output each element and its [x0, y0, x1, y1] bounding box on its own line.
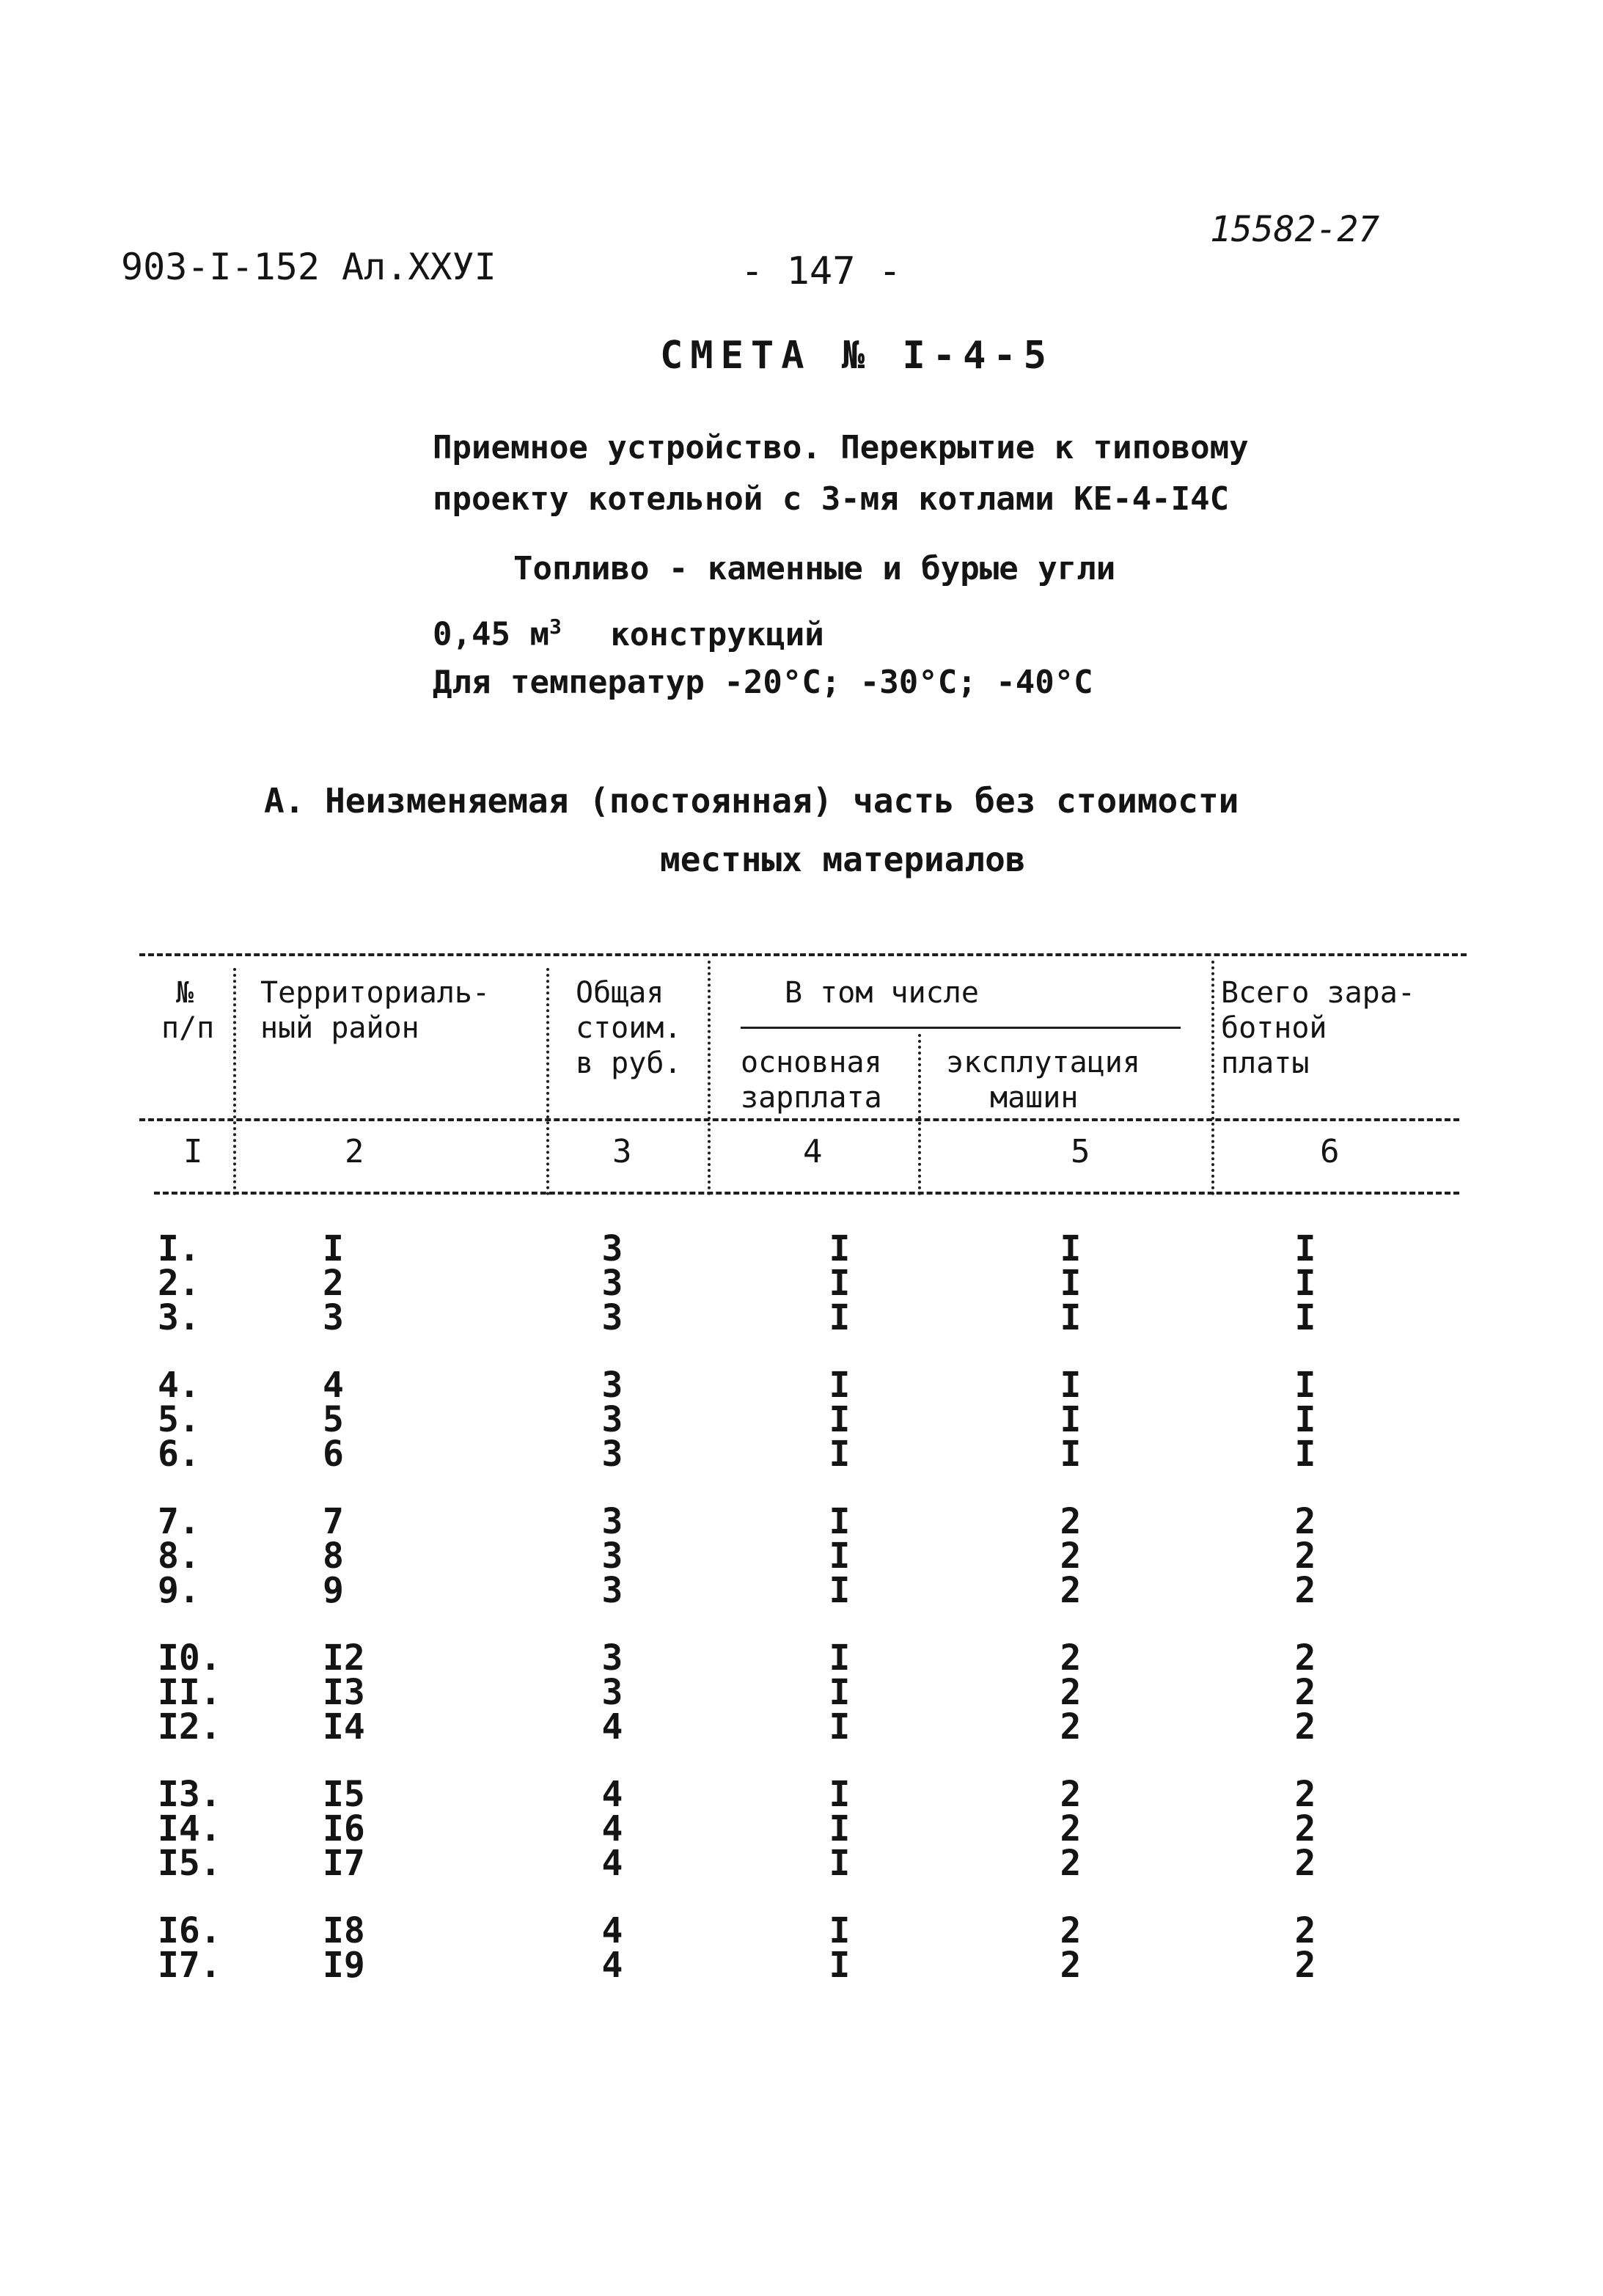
table-cell: 4: [601, 1808, 623, 1849]
volume-label: конструкций: [610, 615, 824, 653]
column-number-4: 4: [803, 1133, 823, 1170]
section-heading: А. Неизменяемая (постоянная) часть без стоимости: [264, 781, 1239, 821]
table-cell: I: [829, 1365, 851, 1406]
column-number-3: 3: [612, 1133, 632, 1170]
table-cell: I6.: [158, 1910, 221, 1951]
table-cell: 2: [1060, 1945, 1082, 1986]
table-cell: 4.: [158, 1365, 200, 1406]
col6-header: Всего зара- ботной платы: [1221, 976, 1415, 1080]
volume-value: 0,45 м: [433, 615, 549, 653]
subtitle-line-2: проекту котельной с 3-мя котлами КЕ-4-I4C: [433, 480, 1230, 518]
col-divider-2: [546, 968, 549, 1195]
table-cell: 5.: [158, 1399, 200, 1440]
table-cell: I: [1060, 1297, 1082, 1338]
table-cell: I: [1060, 1399, 1082, 1440]
table-cell: 2: [1294, 1706, 1316, 1747]
table-cell: 7: [323, 1501, 344, 1542]
table-cell: 3: [601, 1570, 623, 1611]
table-cell: 2: [1294, 1672, 1316, 1713]
table-cell: I4.: [158, 1808, 221, 1849]
table-cell: 2: [1294, 1774, 1316, 1815]
table-cell: 3: [601, 1501, 623, 1542]
table-cell: I: [829, 1536, 851, 1577]
table-cell: 3: [601, 1399, 623, 1440]
table-cell: 3: [323, 1297, 344, 1338]
column-number-rule: [154, 1192, 1459, 1195]
table-cell: I5: [323, 1774, 365, 1815]
table-cell: I6: [323, 1808, 365, 1849]
table-cell: I4: [323, 1706, 365, 1747]
col-divider-1: [233, 968, 236, 1195]
col1-header: № п/п: [161, 976, 215, 1045]
table-cell: 6: [323, 1434, 344, 1475]
table-cell: 2: [1294, 1536, 1316, 1577]
subtitle-line-4: [433, 615, 824, 653]
table-cell: 8.: [158, 1536, 200, 1577]
table-cell: 2: [1060, 1637, 1082, 1679]
table-cell: I: [829, 1399, 851, 1440]
table-cell: I3: [323, 1672, 365, 1713]
table-cell: I: [829, 1570, 851, 1611]
table-cell: I2: [323, 1637, 365, 1679]
table-cell: 3.: [158, 1297, 200, 1338]
column-number-1: I: [183, 1133, 203, 1170]
page-number: - 147 -: [741, 249, 902, 293]
table-cell: I9: [323, 1945, 365, 1986]
table-cell: 3: [601, 1228, 623, 1269]
table-cell: 2: [1294, 1945, 1316, 1986]
document-title: СМЕТА № I-4-5: [660, 334, 1054, 378]
table-cell: I: [829, 1501, 851, 1542]
col-divider-3: [708, 961, 711, 1195]
table-cell: 3: [601, 1672, 623, 1713]
col5-header: эксплутация машин: [946, 1046, 1140, 1115]
table-cell: I: [1060, 1434, 1082, 1475]
table-cell: 2: [1060, 1570, 1082, 1611]
table-cell: I: [829, 1228, 851, 1269]
table-cell: 4: [601, 1843, 623, 1884]
table-cell: I: [829, 1434, 851, 1475]
table-cell: I2.: [158, 1706, 221, 1747]
column-number-2: 2: [345, 1133, 364, 1170]
table-cell: I: [1294, 1263, 1316, 1304]
table-cell: I: [829, 1910, 851, 1951]
table-cell: I: [1060, 1263, 1082, 1304]
table-cell: I7.: [158, 1945, 221, 1986]
table-cell: 2: [1060, 1536, 1082, 1577]
table-cell: 2.: [158, 1263, 200, 1304]
table-cell: 6.: [158, 1434, 200, 1475]
table-cell: 2: [1060, 1501, 1082, 1542]
col-divider-4: [918, 1034, 921, 1195]
table-cell: I7: [323, 1843, 365, 1884]
table-cell: I: [829, 1945, 851, 1986]
table-cell: 2: [1294, 1570, 1316, 1611]
table-cell: I: [829, 1843, 851, 1884]
table-cell: 2: [1294, 1637, 1316, 1679]
table-cell: I: [829, 1808, 851, 1849]
table-cell: 2: [1060, 1910, 1082, 1951]
table-cell: 2: [1060, 1843, 1082, 1884]
subtitle-line-1: Приемное устройство. Перекрытие к типовому: [433, 429, 1249, 466]
table-cell: I: [1294, 1365, 1316, 1406]
table-cell: 3: [601, 1637, 623, 1679]
table-cell: I: [829, 1637, 851, 1679]
table-cell: I: [829, 1672, 851, 1713]
table-cell: 2: [1060, 1808, 1082, 1849]
section-heading-cont: местных материалов: [660, 840, 1026, 879]
table-cell: I: [829, 1263, 851, 1304]
table-cell: I: [829, 1706, 851, 1747]
table-cell: 4: [601, 1706, 623, 1747]
document-code: 903-I-152 Ал.XXУI: [121, 246, 496, 288]
table-cell: 3: [601, 1297, 623, 1338]
table-cell: I: [1294, 1434, 1316, 1475]
column-number-6: 6: [1320, 1133, 1340, 1170]
table-cell: I: [1294, 1399, 1316, 1440]
col3-header: Общая стоим. в руб.: [576, 976, 682, 1080]
table-cell: 8: [323, 1536, 344, 1577]
table-cell: I: [1060, 1365, 1082, 1406]
table-cell: 4: [601, 1945, 623, 1986]
volume-unit-exponent: 3: [549, 615, 562, 639]
table-cell: I: [323, 1228, 344, 1269]
table-cell: 2: [1060, 1706, 1082, 1747]
table-cell: 2: [1060, 1672, 1082, 1713]
table-cell: 4: [323, 1365, 344, 1406]
table-cell: I: [1294, 1297, 1316, 1338]
table-cell: 9: [323, 1570, 344, 1611]
table-cell: I.: [158, 1228, 200, 1269]
table-cell: I: [829, 1774, 851, 1815]
table-top-rule: [139, 953, 1467, 956]
col2-header: Территориаль- ный район: [260, 976, 491, 1045]
table-cell: 5: [323, 1399, 344, 1440]
header-bottom-rule: [139, 1118, 1459, 1121]
table-cell: 2: [1060, 1774, 1082, 1815]
group-header-rule: [741, 1027, 1181, 1029]
table-cell: I: [1294, 1228, 1316, 1269]
table-cell: 7.: [158, 1501, 200, 1542]
table-cell: I5.: [158, 1843, 221, 1884]
table-cell: 3: [601, 1365, 623, 1406]
column-number-5: 5: [1071, 1133, 1090, 1170]
subtitle-line-3: Топливо - каменные и бурые угли: [513, 550, 1116, 587]
group-header: В том числе: [785, 976, 979, 1010]
archive-number: 15582-27: [1210, 209, 1380, 250]
table-cell: 2: [1294, 1808, 1316, 1849]
table-cell: 9.: [158, 1570, 200, 1611]
table-cell: 3: [601, 1536, 623, 1577]
table-cell: II.: [158, 1672, 221, 1713]
table-cell: 2: [1294, 1910, 1316, 1951]
table-cell: 2: [323, 1263, 344, 1304]
table-cell: 3: [601, 1263, 623, 1304]
subtitle-line-5: Для температур -20°С; -30°С; -40°С: [433, 664, 1093, 701]
table-cell: I8: [323, 1910, 365, 1951]
table-cell: 4: [601, 1910, 623, 1951]
table-cell: 2: [1294, 1501, 1316, 1542]
table-cell: 3: [601, 1434, 623, 1475]
table-cell: I0.: [158, 1637, 221, 1679]
table-cell: I: [1060, 1228, 1082, 1269]
table-cell: 4: [601, 1774, 623, 1815]
table-cell: 2: [1294, 1843, 1316, 1884]
col4-header: основная зарплата: [741, 1046, 882, 1115]
table-cell: I3.: [158, 1774, 221, 1815]
table-cell: I: [829, 1297, 851, 1338]
col-divider-5: [1211, 961, 1214, 1195]
